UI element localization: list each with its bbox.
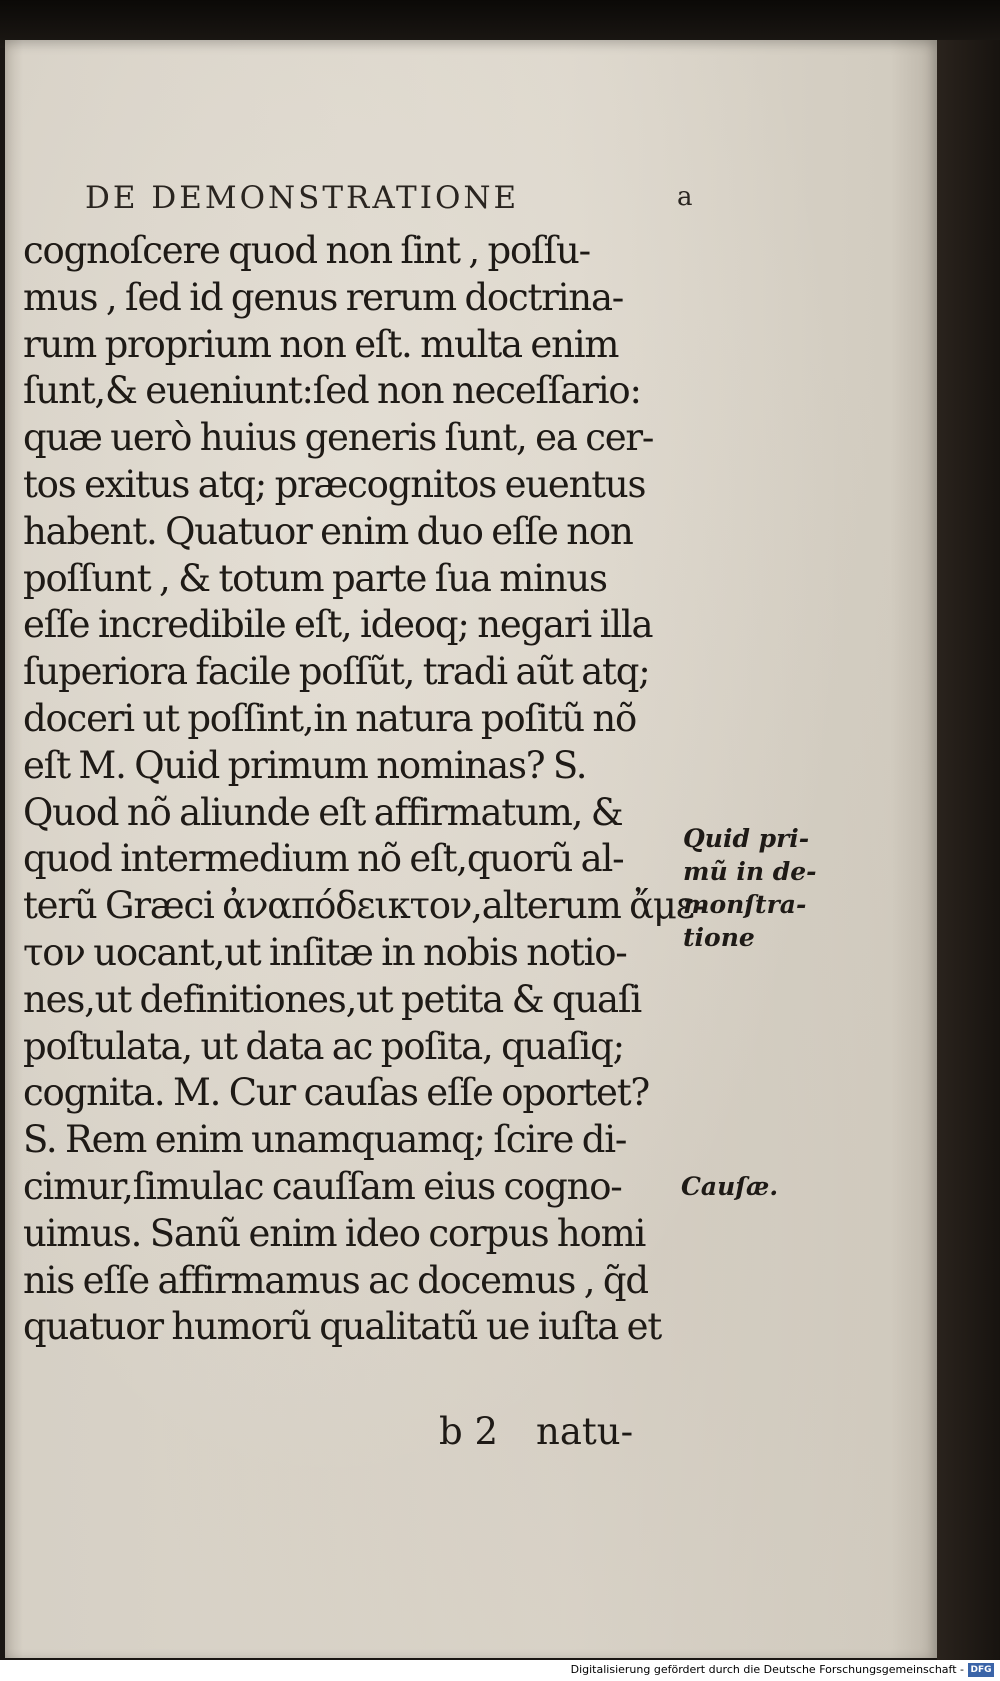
text-line: nes,ut definitiones,ut petita & quaſi bbox=[23, 977, 641, 1021]
digitization-credit bbox=[571, 1661, 994, 1679]
text-line: terũ Græci ἀναπόδεικτον,alterum ἄμε- bbox=[23, 884, 706, 928]
text-line: uimus. Sanũ enim ideo corpus homi bbox=[23, 1211, 646, 1255]
marginal-note-line: monſtra- bbox=[683, 890, 807, 919]
book-page bbox=[5, 40, 937, 1658]
text-line: quæ uerò huius generis ſunt, ea cer- bbox=[23, 416, 654, 460]
text-line: cimur,ſimulac cauſſam eius cogno- bbox=[23, 1164, 622, 1208]
text-line: poſſunt , & totum parte ſua minus bbox=[23, 556, 607, 600]
text-line: S. Rem enim unamquamq; ſcire di- bbox=[23, 1118, 627, 1162]
text-line: Quod nõ aliunde eſt affirmatum, & bbox=[23, 790, 623, 834]
marginal-note-quid-primum bbox=[683, 822, 816, 954]
text-line: eſt M. Quid primum nominas? S. bbox=[23, 743, 587, 787]
text-line: doceri ut poſſint,in natura poſitũ nõ bbox=[23, 696, 637, 740]
text-line: tos exitus atq; præcognitos euentus bbox=[23, 462, 646, 506]
folio-mark: a bbox=[677, 182, 693, 212]
body-text bbox=[23, 228, 706, 1351]
dfg-logo: DFG bbox=[968, 1663, 994, 1677]
text-line: cognoſcere quod non ſint , poſſu- bbox=[23, 229, 590, 272]
text-line: quatuor humorũ qualitatũ ue iuſta et bbox=[23, 1305, 662, 1349]
text-line: rum proprium non eſt. multa enim bbox=[23, 322, 619, 366]
text-line: poſtulata, ut data ac poſita, quaſiq; bbox=[23, 1024, 624, 1068]
text-line: τον uocant,ut inſitæ in nobis notio- bbox=[23, 930, 627, 974]
credit-text: Digitalisierung gefördert durch die Deutsche Forschungsgemeinschaft - bbox=[570, 1663, 964, 1676]
running-head: DE DEMONSTRATIONE bbox=[85, 180, 520, 216]
marginal-note-line: mũ in de- bbox=[683, 857, 817, 886]
scan-right-edge bbox=[937, 40, 1000, 1660]
marginal-note-line: Quid pri- bbox=[683, 824, 810, 853]
marginal-note-line: Cauſæ. bbox=[681, 1172, 779, 1201]
text-line: ſunt,& eueniunt:ſed non neceſſario: bbox=[23, 369, 641, 413]
signature-mark: b 2 bbox=[439, 1410, 498, 1453]
text-line: habent. Quatuor enim duo eſſe non bbox=[23, 509, 633, 553]
marginal-note-line: tione bbox=[683, 923, 755, 952]
text-line: mus , ſed id genus rerum doctrina- bbox=[23, 275, 624, 319]
catchword: natu- bbox=[536, 1410, 634, 1453]
text-line: eſſe incredibile eſt, ideoq; negari illa bbox=[23, 603, 653, 647]
marginal-note-causae bbox=[681, 1170, 778, 1203]
text-line: ſuperiora facile poſſũt, tradi aũt atq; bbox=[23, 650, 650, 694]
signature-catchword-line bbox=[439, 1410, 633, 1453]
text-line: cognita. M. Cur cauſas eſſe oportet? bbox=[23, 1071, 650, 1115]
text-line: quod intermedium nõ eſt,quorũ al- bbox=[23, 837, 624, 881]
text-line: nis eſſe affirmamus ac docemus , q̃d bbox=[23, 1258, 648, 1302]
